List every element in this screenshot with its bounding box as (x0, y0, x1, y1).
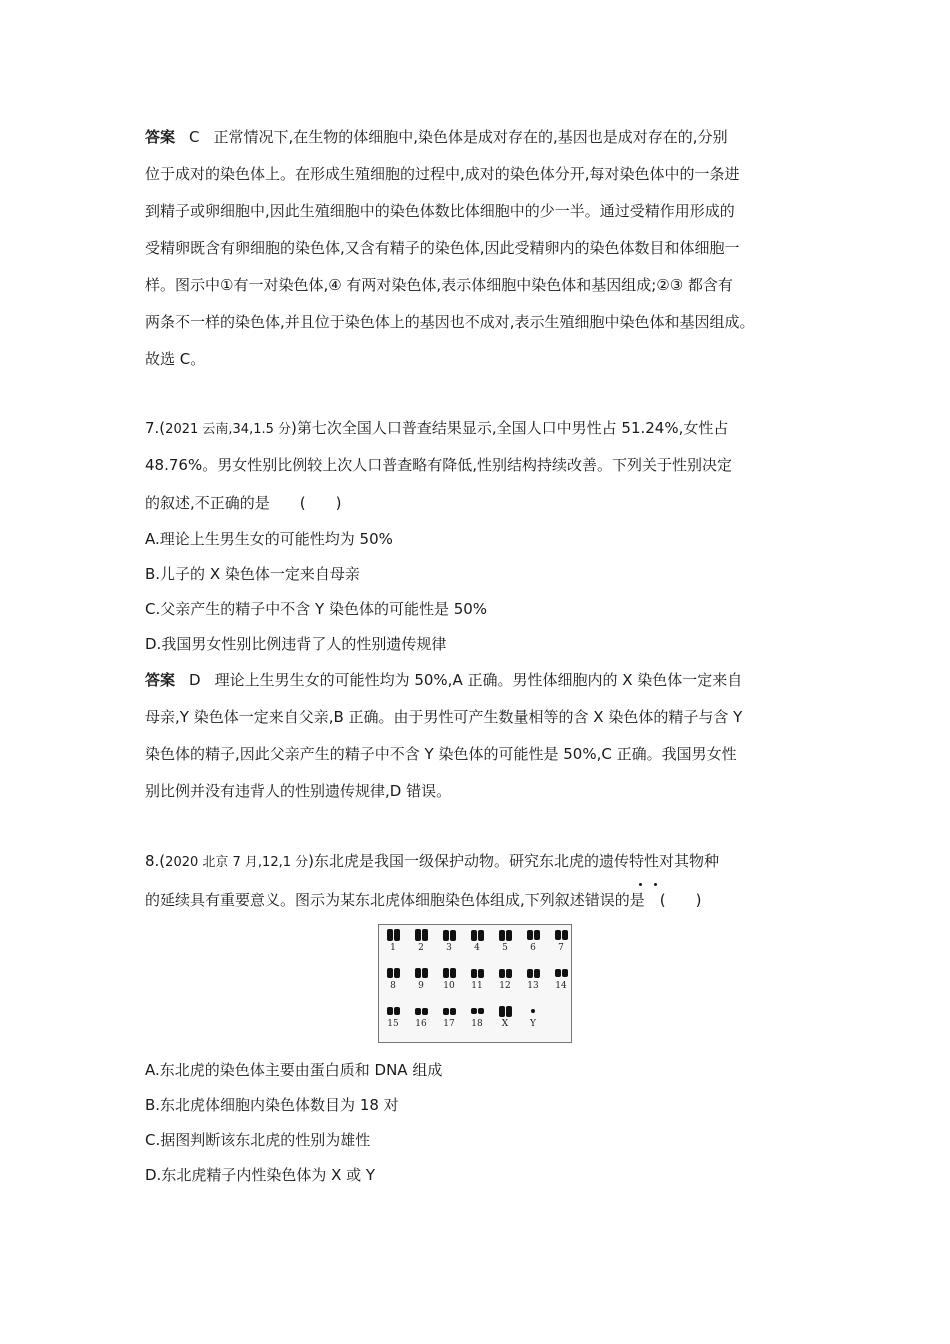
chromosome-label: 11 (471, 981, 483, 991)
chromosome-pair (550, 967, 572, 991)
chromosome-label: 7 (558, 943, 564, 953)
chromosome-mark (555, 930, 561, 940)
chromosome-mark (387, 929, 393, 941)
chromosome-label: 1 (390, 943, 396, 953)
chromosome-mark (471, 969, 477, 978)
emphasis-dot (654, 883, 657, 886)
chromosome-pair (466, 929, 488, 953)
chromosome-mark (443, 968, 449, 978)
chromosome-mark (415, 929, 421, 941)
chromosome-label: 4 (474, 943, 480, 953)
chromosome-mark (394, 929, 400, 941)
answer-letter: C (189, 128, 200, 146)
chromosome-label: 15 (387, 1019, 399, 1029)
chromosome-label: 10 (443, 981, 455, 991)
answer6-line-2: 位于成对的染色体上。在形成生殖细胞的过程中,成对的染色体分开,每对染色体中的一条进 (145, 165, 740, 183)
q7-stem-line-1 (145, 418, 728, 440)
chromosome-mark (527, 930, 533, 940)
q7-option-c: C.父亲产生的精子中不含 Y 染色体的可能性是 50% (145, 600, 488, 618)
chromosome-pair (382, 967, 404, 991)
q8-option-a: A.东北虎的染色体主要由蛋白质和 DNA 组成 (145, 1061, 443, 1079)
chromosome-mark (422, 968, 428, 978)
answer6-line-4: 受精卵既含有卵细胞的染色体,又含有精子的染色体,因此受精卵内的染色体数目和体细胞一 (145, 239, 740, 257)
answer6-line-7: 故选 C。 (145, 350, 206, 368)
chromosome-mark (531, 1009, 535, 1013)
chromosome-mark (506, 1006, 512, 1017)
chromosome-mark (450, 968, 456, 978)
chromosome-mark (415, 968, 421, 978)
chromosome-label: 16 (415, 1019, 427, 1029)
answer7-text-1: 理论上生男生女的可能性均为 50%,A 正确。男性体细胞内的 X 染色体一定来自 (214, 671, 743, 689)
question-source: 2020 北京 7 月,12,1 分 (165, 855, 309, 870)
chromosome-mark (443, 930, 449, 941)
chromosome-pair (522, 967, 544, 991)
question-number: 8.( (145, 852, 166, 870)
chromosome-mark (387, 968, 393, 978)
answer6-line-3: 到精子或卵细胞中,因此生殖细胞中的染色体数比体细胞中的少一半。通过受精作用形成的 (145, 202, 735, 220)
chromosome-pair (466, 967, 488, 991)
answer6-line-1 (145, 127, 728, 147)
q7-option-a: A.理论上生男生女的可能性均为 50% (145, 530, 393, 548)
chromosome-label: 13 (527, 981, 539, 991)
chromosome-pair (494, 967, 516, 991)
chromosome-mark (478, 969, 484, 978)
q8-option-b: B.东北虎体细胞内染色体数目为 18 对 (145, 1096, 399, 1114)
chromosome-label: 18 (471, 1019, 483, 1029)
q7-stem-line-2: 48.76%。男女性别比例较上次人口普查略有降低,性别结构持续改善。下列关于性别决定 (145, 456, 732, 474)
chromosome-mark (450, 1008, 456, 1015)
chromosome-label: 17 (443, 1019, 455, 1029)
answer6-text-1: 正常情况下,在生物的体细胞中,染色体是成对存在的,基因也是成对存在的,分别 (213, 128, 728, 146)
chromosome-mark (394, 968, 400, 978)
answer7-line-2: 母亲,Y 染色体一定来自父亲,B 正确。由于男性可产生数量相等的含 X 染色体的精子与含 Y (145, 708, 743, 726)
chromosome-mark (527, 969, 533, 978)
chromosome-mark (506, 969, 512, 978)
chromosome-label: 8 (390, 981, 396, 991)
q8-option-c: C.据图判断该东北虎的性别为雄性 (145, 1131, 371, 1149)
answer-label: 答案 (145, 671, 176, 689)
chromosome-pair (410, 967, 432, 991)
chromosome-mark (499, 969, 505, 978)
chromosome-label: X (501, 1019, 509, 1029)
chromosome-pair (438, 967, 460, 991)
answer7-line-3: 染色体的精子,因此父亲产生的精子中不含 Y 染色体的可能性是 50%,C 正确。我国男女性 (145, 745, 737, 763)
chromosome-pair (494, 929, 516, 953)
chromosome-pair (522, 929, 544, 953)
chromosome-pair (522, 1005, 544, 1029)
question-number: 7.( (145, 419, 166, 437)
chromosome-mark (534, 969, 540, 978)
chromosome-label: 14 (555, 981, 567, 991)
chromosome-label: 9 (418, 981, 424, 991)
q8-stem-text: )东北虎是我国一级保护动物。研究东北虎的遗传特性对其物种 (308, 852, 719, 870)
emphasis-dot (639, 883, 642, 886)
chromosome-mark (443, 1008, 449, 1015)
chromosome-pair (438, 929, 460, 953)
q7-option-d: D.我国男女性别比例违背了人的性别遗传规律 (145, 635, 447, 653)
q8-option-d: D.东北虎精子内性染色体为 X 或 Y (145, 1166, 376, 1184)
chromosome-mark (478, 930, 484, 941)
chromosome-mark (415, 1008, 421, 1015)
chromosome-mark (562, 930, 568, 940)
chromosome-label: 12 (499, 981, 511, 991)
answer7-line-1 (145, 670, 742, 690)
chromosome-mark (562, 969, 568, 977)
chromosome-mark (422, 929, 428, 941)
answer-letter: D (189, 671, 201, 689)
chromosome-mark (387, 1007, 393, 1015)
answer6-line-5: 样。图示中①有一对染色体,④ 有两对染色体,表示体细胞中染色体和基因组成;②③ 都含有 (145, 276, 733, 294)
chromosome-mark (471, 930, 477, 941)
q8-stem-line-2: 的延续具有重要意义。图示为某东北虎体细胞染色体组成,下列叙述错误的是 ( ) (145, 891, 702, 909)
chromosome-mark (450, 930, 456, 941)
chromosome-pair (410, 929, 432, 953)
chromosome-label: Y (530, 1019, 536, 1029)
answer7-line-4: 别比例并没有违背人的性别遗传规律,D 错误。 (145, 782, 452, 800)
chromosome-mark (471, 1008, 477, 1014)
q7-stem-text: )第七次全国人口普查结果显示,全国人口中男性占 51.24%,女性占 (291, 419, 729, 437)
chromosome-label: 5 (502, 943, 508, 953)
chromosome-mark (422, 1008, 428, 1015)
q7-stem-line-3: 的叙述,不正确的是 ( ) (145, 494, 342, 512)
chromosome-label: 3 (446, 943, 452, 953)
chromosome-mark (394, 1007, 400, 1015)
q8-stem-line-1 (145, 851, 719, 873)
chromosome-mark (555, 969, 561, 977)
q7-option-b: B.儿子的 X 染色体一定来自母亲 (145, 565, 360, 583)
chromosome-mark (506, 930, 512, 941)
question-source: 2021 云南,34,1.5 分 (165, 422, 292, 437)
chromosome-pair (550, 929, 572, 953)
answer6-line-6: 两条不一样的染色体,并且位于染色体上的基因也不成对,表示生殖细胞中染色体和基因组成。 (145, 313, 755, 331)
chromosome-mark (478, 1008, 484, 1014)
chromosome-label: 6 (530, 943, 536, 953)
chromosome-label: 2 (418, 943, 424, 953)
chromosome-pair (438, 1005, 460, 1029)
answer-label: 答案 (145, 128, 176, 146)
chromosome-mark (534, 930, 540, 940)
chromosome-mark (499, 930, 505, 941)
chromosome-pair (494, 1005, 516, 1029)
chromosome-pair (382, 1005, 404, 1029)
chromosome-mark (499, 1006, 505, 1017)
chromosome-pair (466, 1005, 488, 1029)
chromosome-pair (410, 1005, 432, 1029)
chromosome-pair (382, 929, 404, 953)
karyotype-figure (378, 924, 572, 1043)
